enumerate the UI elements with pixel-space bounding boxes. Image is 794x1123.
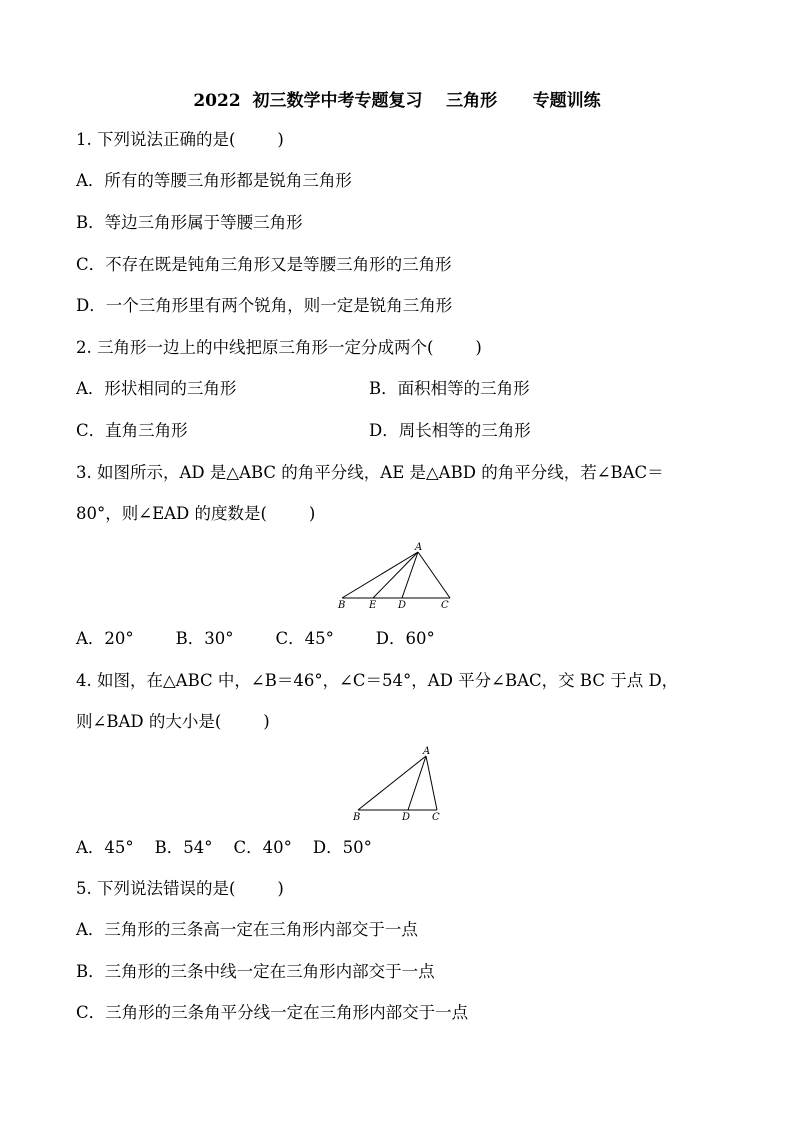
q5-option-b: B．三角形的三条中线一定在三角形内部交于一点 xyxy=(76,962,435,981)
q3-segment-ad xyxy=(402,552,418,598)
q3-stem-line2: 80°，则∠EAD 的度数是( ) xyxy=(76,504,316,523)
q2-option-a: A．形状相同的三角形 xyxy=(76,379,237,398)
q3-stem-line1: 3. 如图所示，AD 是△ABC 的角平分线，AE 是△ABD 的角平分线，若∠BAC＝ xyxy=(76,463,664,482)
q1-option-a: A．所有的等腰三角形都是锐角三角形 xyxy=(76,171,352,190)
q2-option-b: B．面积相等的三角形 xyxy=(369,379,530,398)
q4-segment-ac xyxy=(426,756,437,810)
q3-label-c: C xyxy=(441,600,449,611)
q2-option-d: D．周长相等的三角形 xyxy=(369,421,531,440)
q4-options: A．45° B．54° C．40° D．50° xyxy=(76,838,372,857)
q3-options: A．20° B．30° C．45° D．60° xyxy=(76,629,435,648)
q3-segment-ac xyxy=(418,552,450,598)
q4-segment-ab xyxy=(358,756,426,810)
q3-triangle-figure xyxy=(330,540,460,612)
q4-label-b: B xyxy=(353,812,361,823)
q2-stem: 2. 三角形一边上的中线把原三角形一定分成两个( ) xyxy=(76,338,482,357)
q4-label-a: A xyxy=(423,746,431,757)
q4-label-d: D xyxy=(402,812,411,823)
q1-option-c: C．不存在既是钝角三角形又是等腰三角形的三角形 xyxy=(76,255,452,274)
q2-option-c: C．直角三角形 xyxy=(76,421,188,440)
q1-option-d: D．一个三角形里有两个锐角，则一定是锐角三角形 xyxy=(76,296,453,315)
q5-option-a: A．三角形的三条高一定在三角形内部交于一点 xyxy=(76,920,418,939)
q5-stem: 5. 下列说法错误的是( ) xyxy=(76,879,284,898)
q3-label-a: A xyxy=(415,542,423,553)
q4-label-c: C xyxy=(432,812,440,823)
q3-label-b: B xyxy=(338,600,346,611)
q3-label-e: E xyxy=(369,600,377,611)
q3-label-d: D xyxy=(398,600,407,611)
q4-triangle-figure xyxy=(348,744,448,824)
q1-option-b: B．等边三角形属于等腰三角形 xyxy=(76,213,303,232)
q1-stem: 1. 下列说法正确的是( ) xyxy=(76,130,284,149)
q4-segment-ad xyxy=(408,756,426,810)
q4-stem-line2: 则∠BAD 的大小是( ) xyxy=(76,712,270,731)
q5-option-c: C．三角形的三条角平分线一定在三角形内部交于一点 xyxy=(76,1003,469,1022)
page-title: 2022 初三数学中考专题复习 三角形 专题训练 xyxy=(193,91,601,111)
q4-stem-line1: 4. 如图，在△ABC 中，∠B＝46°，∠C＝54°，AD 平分∠BAC，交 BC 于点 D， xyxy=(76,671,679,690)
